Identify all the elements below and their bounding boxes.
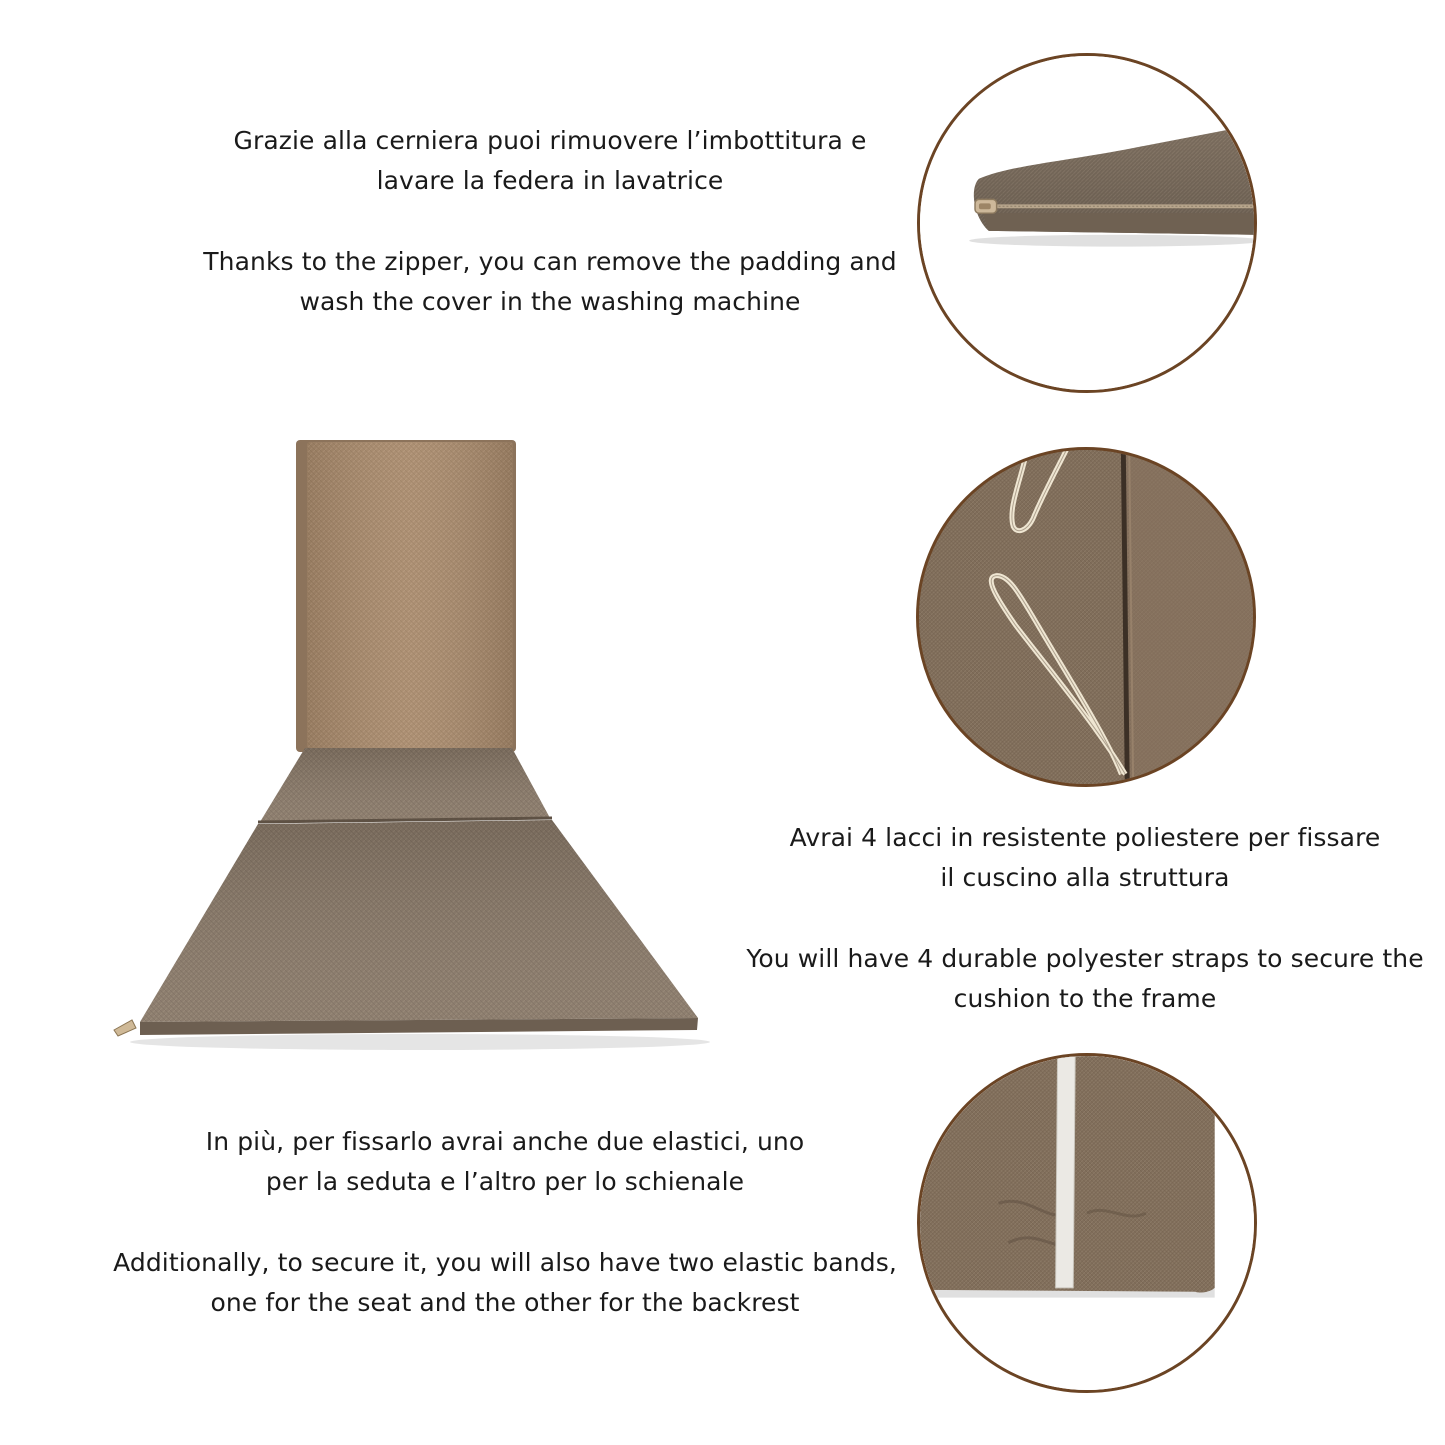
zipper-caption-italian: Grazie alla cerniera puoi rimuovere l’imbottitura e lavare la federa in lavatrice [233,126,867,195]
elastic-caption-english: Additionally, to secure it, you will also have two elastic bands, one for the seat and the other for the backrest [113,1248,897,1317]
straps-caption [720,818,1445,1019]
straps-caption-english: You will have 4 durable polyester straps to secure the cushion to the frame [746,944,1424,1013]
zipper-closeup-image [917,53,1257,393]
straps-closeup-image [916,447,1256,787]
straps-caption-italian: Avrai 4 lacci in resistente poliestere per fissare il cuscino alla struttura [789,823,1381,892]
zipper-caption [190,121,910,322]
zipper-caption-english: Thanks to the zipper, you can remove the padding and wash the cover in the washing machine [203,247,897,316]
elastic-caption [100,1122,910,1323]
elastic-caption-italian: In più, per fissarlo avrai anche due elastici, uno per la seduta e l’altro per lo schienale [205,1127,805,1196]
lounger-cushion-image [100,430,710,1060]
elastic-closeup-image [917,1053,1257,1393]
